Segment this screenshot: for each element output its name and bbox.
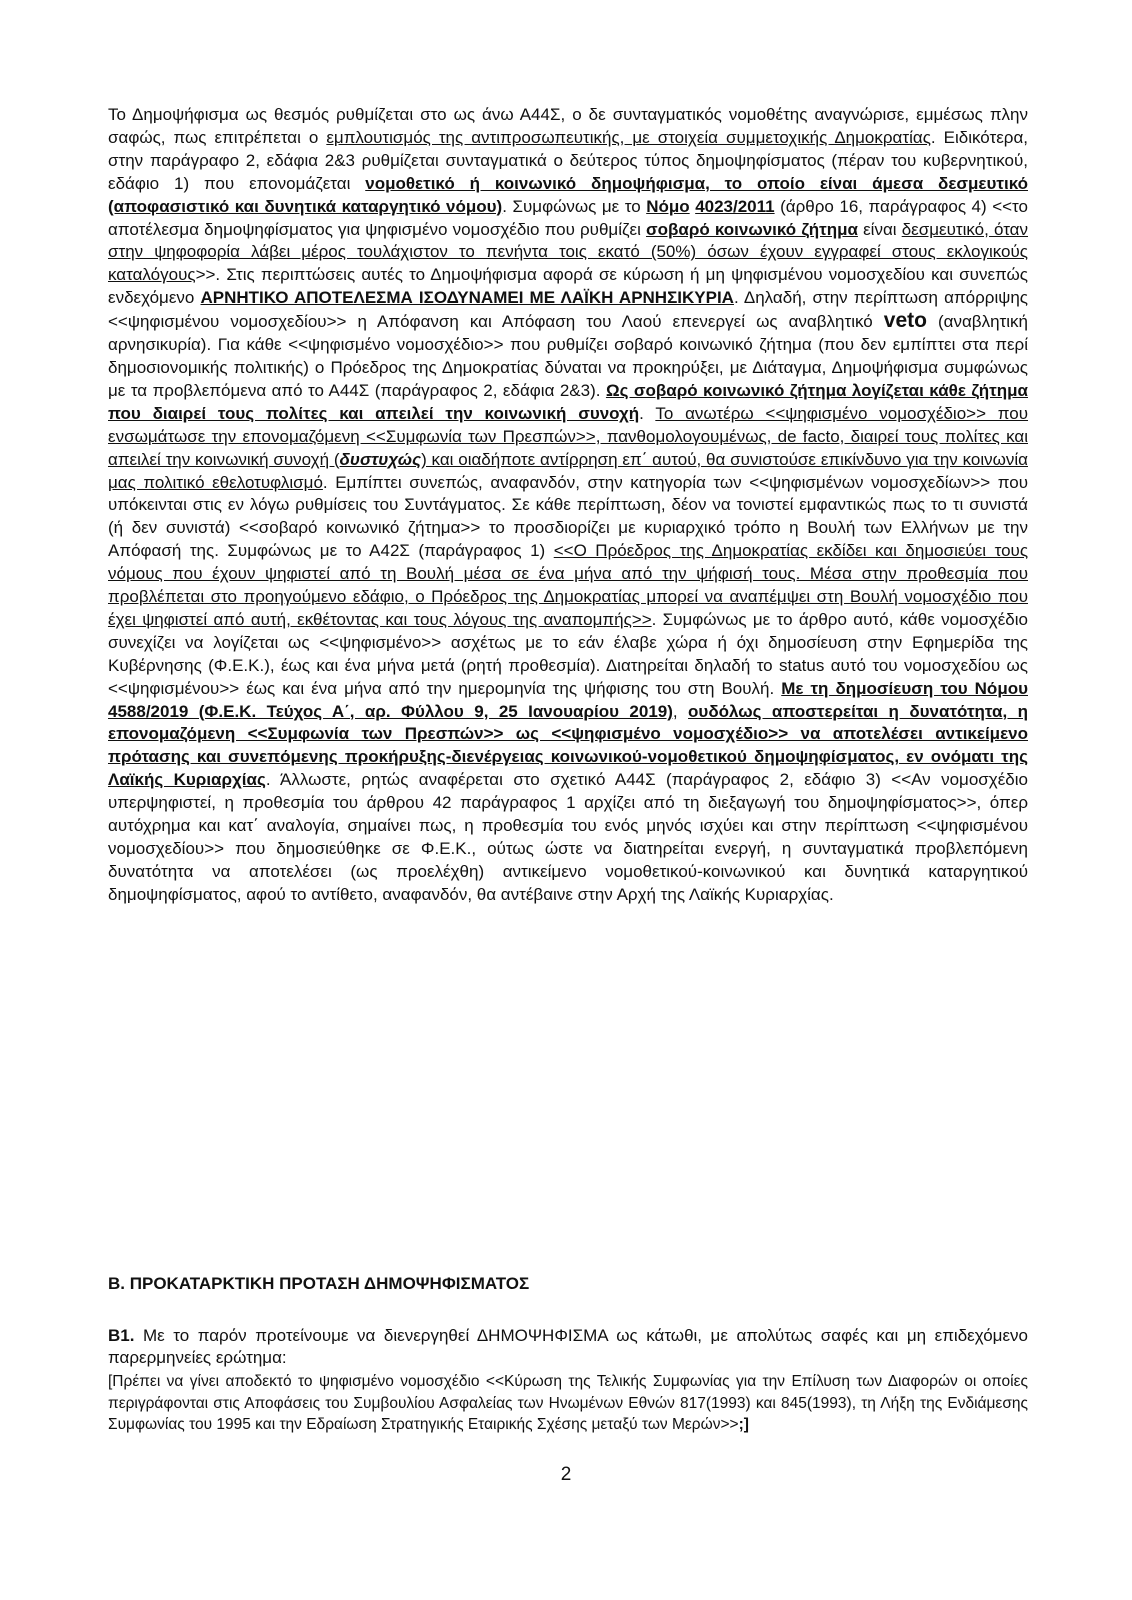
text-span: είναι xyxy=(857,219,902,239)
text-span: , xyxy=(672,701,689,721)
bold-underlined-phrase: ουδόλως αποστερείται η δυνατότητα, η επονομαζόμενη <<Συμφωνία των Πρεσπών>> ως <<ψηφισμένο νομοσχέδιο>> να αποτελέσει αντικείμενο πρότασης και συνεπόμενης προκήρυξης-διενέργειας κοινωνικού-νομοθετικού δημοψηφίσματος, εν ονόματι της Λαϊκής Κυριαρχίας xyxy=(108,701,1028,790)
document-body xyxy=(108,104,1028,907)
text-span: . Εμπίπτει συνεπώς, αναφανδόν, στην κατηγορία των <<ψηφισμένων νομοσχεδίων>> που υπόκεινται στις εν λόγω ρυθμίσεις του Συντάγματος. Σε κάθε περίπτωση, δέον να τονιστεί εμφαντικώς πως το τι συνιστά (ή δεν συνιστά) <<σοβαρό κοινωνικό ζήτημα>> το προσδιορίζει με κυριαρχικό τρόπο η Βουλή των Ελλήνων με την Απόφασή της. Συμφώνως με το Α42Σ (παράγραφος 1) xyxy=(108,472,1029,561)
text-span: . Δηλαδή, στην περίπτωση απόρριψης <<ψηφισμένου νομοσχεδίου>> η Απόφανση και Απόφαση του Λαού επενεργεί ως αναβλητικό xyxy=(108,288,1029,332)
b1-text: Με το παρόν προτείνουμε να διενεργηθεί ΔΗΜΟΨΗΦΙΣΜΑ ως κάτωθι, με απολύτως σαφές και μη επιδεχόμενο παρερμηνείες ερώτημα: xyxy=(108,1326,1028,1367)
underlined-phrase: ) και οιαδήποτε αντίρρηση επ΄ αυτού, θα συνιστούσε επικίνδυνο για την κοινωνία μας πολιτικό εθελοτυφλισμό xyxy=(108,449,1028,492)
question-end: ;] xyxy=(738,1416,749,1433)
underlined-phrase: εμπλουτισμός της αντιπροσωπευτικής, με στοιχεία συμμετοχικής Δημοκρατίας xyxy=(326,127,931,147)
text-span: Το Δημοψήφισμα ως θεσμός ρυθμίζεται στο ως άνω Α44Σ, ο δε συνταγματικός νομοθέτης αναγνώρισε, εμμέσως πλην σαφώς, πως επιτρέπεται ο xyxy=(108,105,1028,147)
law-number: 4023/2011 xyxy=(695,196,775,216)
b1-label: Β1. xyxy=(108,1326,135,1345)
law-word: Νόμο xyxy=(646,196,690,216)
text-span: . Συμφώνως με το άρθρο αυτό, κάθε νομοσχέδιο συνεχίζει να λογίζεται ως <<ψηφισμένο>> ασχέτως με το εάν έλαβε χώρα ή όχι δημοσίευση στην Εφημερίδα της Κυβέρνησης (Φ.Ε.Κ.), έως και ένα μήνα μετά (ρητή προθεσμία). Διατηρείται δηλαδή το status αυτό του νομοσχεδίου ως <<ψηφισμένου>> έως και ένα μήνα από την ημερομηνία της ψήφισης του στη Βουλή. xyxy=(108,609,1029,698)
paragraph-referendum-analysis xyxy=(108,104,1028,907)
section-heading: Β. ΠΡΟΚΑΤΑΡΚΤΙΚΗ ΠΡΟΤΑΣΗ ΔΗΜΟΨΗΦΙΣΜΑΤΟΣ xyxy=(108,1274,530,1293)
bold-underlined-phrase: Ως σοβαρό κοινωνικό ζήτημα λογίζεται κάθε ζήτημα που διαιρεί τους πολίτες και απειλεί την κοινωνική συνοχή xyxy=(108,380,1028,423)
law-publication: Με τη δημοσίευση του Νόμου 4588/2019 (Φ.Ε.Κ. Τεύχος Α΄, αρ. Φύλλου 9, 25 Ιανουαρίου 2019) xyxy=(108,678,1028,721)
referendum-question xyxy=(108,1371,1028,1436)
text-span: . Άλλωστε, ρητώς αναφέρεται στο σχετικό Α44Σ (παράγραφος 2, εδάφιο 3) <<Αν νομοσχέδιο υπερψηφιστεί, η προθεσμία του άρθρου 42 παράγραφος 1 αρχίζει από τη διεξαγωγή του δημοψηφίσματος>>, όπερ αυτόχρημα και κατ΄ αναλογία, σημαίνει πως, η προθεσμία του ενός μηνός ισχύει και στην περίπτωση <<ψηφισμένου νομοσχεδίου>> που δημοσιεύθηκε σε Φ.Ε.Κ., ούτως ώστε να διατηρείται ενεργή, η συνταγματικά προβλεπόμενη δυνατότητα να αποτελέσει (ως προελέχθη) αντικείμενο νομοθετικού-κοινωνικού και δυνητικά καταργητικού δημοψηφίσματος, αφού το αντίθετο, αναφανδόν, θα αντέβαινε στην Αρχή της Λαϊκής Κυριαρχίας. xyxy=(108,770,1028,904)
text-span: . Ειδικότερα, στην παράγραφο 2, εδάφια 2&3 ρυθμίζεται συνταγματικά ο δεύτερος τύπος δημοψηφίσματος (πέραν του κυβερνητικού, εδάφιο 1) που επονομάζεται xyxy=(108,127,1028,193)
constitution-quote: <<Ο Πρόεδρος της Δημοκρατίας εκδίδει και δημοσιεύει τους νόμους που έχουν ψηφιστεί από τη Βουλή μέσα σε ένα μήνα από την ψήφισή τους. Μέσα στην προθεσμία που προβλέπεται στο προηγούμενο εδάφιο, ο Πρόεδρος της Δημοκρατίας μπορεί να αναπέμψει στη Βουλή νομοσχέδιο που έχει ψηφιστεί από αυτή, εκθέτοντας και τους λόγους της αναπομπής>> xyxy=(108,541,1029,629)
text-span: >>. Στις περιπτώσεις αυτές το Δημοψήφισμα αφορά σε κύρωση ή μη ψηφισμένου νομοσχεδίου και συνεπώς ενδεχόμενο xyxy=(108,265,1028,308)
italic-emphasis: δυστυχώς xyxy=(339,449,422,469)
underlined-phrase: δεσμευτικό, όταν στην ψηφοφορία λάβει μέρος τουλάχιστον το πενήντα τοις εκατό (50%) όσων έχουν εγγραφεί στους εκλογικούς καταλόγους xyxy=(108,219,1029,285)
text-span: . xyxy=(639,403,656,423)
bold-underlined-phrase: νομοθετικό ή κοινωνικό δημοψήφισμα, το οποίο είναι άμεσα δεσμευτικό (αποφασιστικό και δυνητικά καταργητικό νόμου) xyxy=(108,173,1028,216)
page-number: 2 xyxy=(560,1464,572,1485)
b1-paragraph xyxy=(108,1325,1028,1369)
text-span: . Συμφώνως με το xyxy=(502,196,647,216)
text-span: (άρθρο 16, παράγραφος 4) <<το αποτέλεσμα δημοψηφίσματος για ψηφισμένο νομοσχέδιο που ρυθμίζει xyxy=(108,196,1028,239)
bold-underlined-phrase: σοβαρό κοινωνικό ζήτημα xyxy=(646,219,858,239)
uppercase-emphasis: ΑΡΝΗΤΙΚΟ ΑΠΟΤΕΛΕΣΜΑ ΙΣΟΔΥΝΑΜΕΙ ΜΕ ΛΑΪΚΗ ΑΡΝΗΣΙΚΥΡΙΑ xyxy=(200,288,734,308)
veto-word: veto xyxy=(883,309,927,333)
text-span: (αναβλητική αρνησικυρία). Για κάθε <<ψηφισμένο νομοσχέδιο>> που ρυθμίζει σοβαρό κοινωνικό ζήτημα (που δεν εμπίπτει στα περί δημοσιονομικής πολιτικής) ο Πρόεδρος της Δημοκρατίας δύναται να προκηρύξει, με Διάταγμα, Δημοψήφισμα συμφώνως με τα προβλεπόμενα από το Α44Σ (παράγραφος 2, εδάφια 2&3). xyxy=(108,312,1028,400)
question-text: [Πρέπει να γίνει αποδεκτό το ψηφισμένο νομοσχέδιο <<Κύρωση της Τελικής Συμφωνίας για την Επίλυση των Διαφορών οι οποίες περιγράφονται στις Αποφάσεις του Συμβουλίου Ασφαλείας των Ηνωμένων Εθνών 817(1993) και 845(1993), τη Λήξη της Ενδιάμεσης Συμφωνίας του 1995 και την Εδραίωση Στρατηγικής Εταιρικής Σχέσης μεταξύ των Μερών>> xyxy=(108,1373,1028,1433)
underlined-phrase: Το ανωτέρω <<ψηφισμένο νομοσχέδιο>> που ενσωμάτωσε την επονομαζόμενη <<Συμφωνία των Πρεσπών>>, πανθομολογουμένως, de facto, διαιρεί τους πολίτες και απειλεί την κοινωνική συνοχή ( xyxy=(108,403,1029,469)
